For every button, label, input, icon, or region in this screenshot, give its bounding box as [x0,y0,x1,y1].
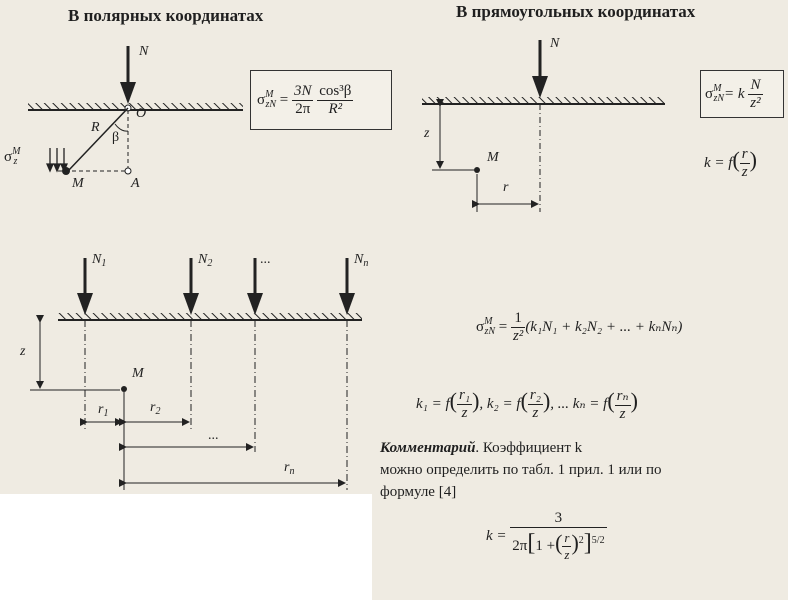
ground-multi [58,313,362,320]
label-beta: β [112,130,120,145]
formula-k-def: k = f( $\frac{r}{z}$ ) [704,146,757,180]
stress-arrows [47,148,67,171]
formula-rect: $\sigma^M_{zN}= k$ $\frac{N}{\text{z²}}$ [705,77,761,111]
load-arrow-polar [120,46,136,104]
heading-rectangular: В прямоугольных координатах [456,2,696,21]
label-r1: $r_1$ [98,402,109,419]
comment-title: Комментарий [380,440,476,456]
label-r2: $r_2$ [150,400,161,417]
label-N1: $N_1$ [92,252,107,269]
formula-sum: $\sigma^M_{zN}$ = $\frac{1}{\text{z²}}$ (k₁N₁ + k₂N₂ + ... + kₙNₙ) [476,310,683,344]
formula-k-final: k = 3 2π[1 +( $\frac{r}{z}$ )$^2$]$^{5/2}$ [486,510,605,563]
point-A [125,168,131,174]
label-z-multi: z [20,344,26,359]
label-R: R [91,120,100,135]
label-A: A [131,176,140,191]
label-N-rect: N [550,36,560,51]
label-N2: $N_2$ [198,252,213,269]
label-N-polar: N [139,44,149,59]
label-M-polar: M [72,176,84,191]
formula-box-polar [250,70,392,130]
formula-k-list: k₁ = f( $\frac{\text{r₁}}{z}$ ), k₂ = f( $\frac{\text{r₂}}{z}$ ), ... kₙ = f( $\frac{\text{rₙ}}{z}$ ) [416,387,638,422]
load-arrows-multi [77,258,355,315]
label-M-rect: M [487,150,499,165]
label-r-rect: r [503,180,509,195]
label-Nn: $N_n$ [354,252,369,269]
point-M-multi [121,386,127,392]
label-dots-dims: ... [208,428,219,443]
comment-line-1: Комментарий. Коэффициент k [380,440,583,456]
ground-rect [422,97,665,104]
comment-line-3: формуле [4] [380,484,457,500]
heading-polar: В полярных координатах [68,6,264,25]
formula-box-rect [700,70,784,118]
label-dots-loads: ... [260,252,271,267]
formula-polar: $\sigma^M_{zN}$ = $\frac{3N}{2\pi}$ $\frac{\text{cos³β}}{\text{R²}}$ [257,83,352,117]
label-rn: $r_n$ [284,460,295,477]
comment-line-2: можно определить по табл. 1 прил. 1 или по [380,462,662,478]
point-M-rect [474,167,480,173]
load-arrow-rect [532,40,548,98]
label-sigma-z-M: $\sigma^M_z$ [4,146,21,167]
label-O: O [136,106,147,121]
label-z-rect: z [424,126,430,141]
label-M-multi: M [132,366,144,381]
